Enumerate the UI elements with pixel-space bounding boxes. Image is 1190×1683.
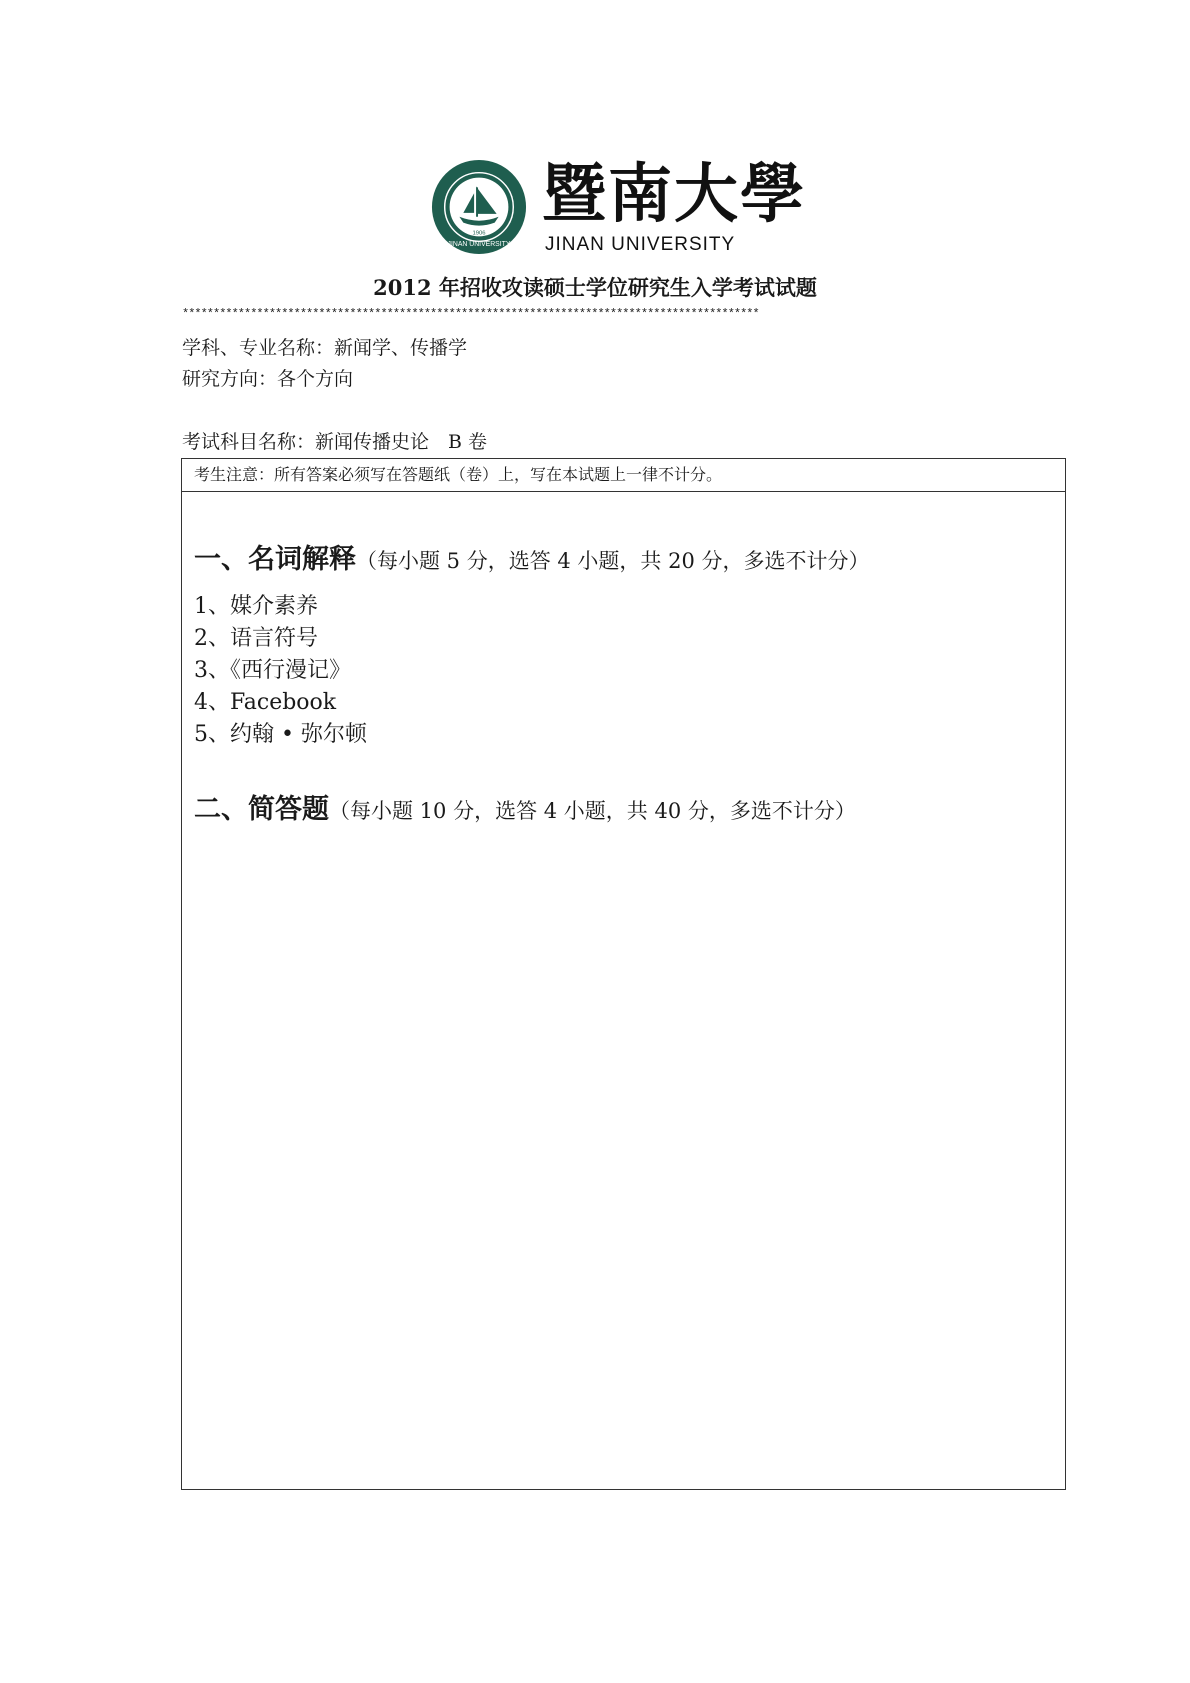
- section-2-note: （每小题 10 分，选答 4 小题，共 40 分，多选不计分）: [329, 799, 856, 823]
- list-item: 5、约翰 • 弥尔顿: [194, 722, 367, 747]
- section-1-heading: [194, 537, 870, 576]
- university-logo: [430, 157, 806, 258]
- exam-title: 2012 年招收攻读硕士学位研究生入学考试试题: [373, 275, 817, 300]
- university-name-en: JINAN UNIVERSITY: [545, 234, 736, 255]
- university-name-cn: 暨南大學: [542, 157, 806, 232]
- seal-ring-text: JINAN UNIVERSITY: [447, 241, 511, 249]
- question-frame: [181, 458, 1066, 1490]
- candidate-notice: 考生注意：所有答案必须写在答题纸（卷）上，写在本试题上一律不计分。: [182, 459, 1065, 492]
- section-1-title: 一、名词解释: [194, 544, 356, 575]
- list-item: 3、《西行漫记》: [194, 658, 351, 683]
- separator-line: *********************************************************************************************: [182, 307, 759, 321]
- section-2-title: 二、简答题: [194, 794, 329, 825]
- list-item: 2、语言符号: [194, 626, 318, 651]
- subject-line: 考试科目名称：新闻传播史论 B 卷: [182, 431, 488, 453]
- direction-line: 研究方向：各个方向: [182, 368, 354, 390]
- university-seal-icon: [430, 158, 528, 256]
- discipline-line: 学科、专业名称：新闻学、传播学: [182, 337, 468, 359]
- section-1-note: （每小题 5 分，选答 4 小题，共 20 分，多选不计分）: [356, 549, 870, 573]
- section-2-heading: [194, 787, 856, 826]
- list-item: 1、媒介素养: [194, 594, 318, 619]
- list-item: 4、Facebook: [194, 690, 337, 715]
- seal-year: 1906: [472, 230, 486, 237]
